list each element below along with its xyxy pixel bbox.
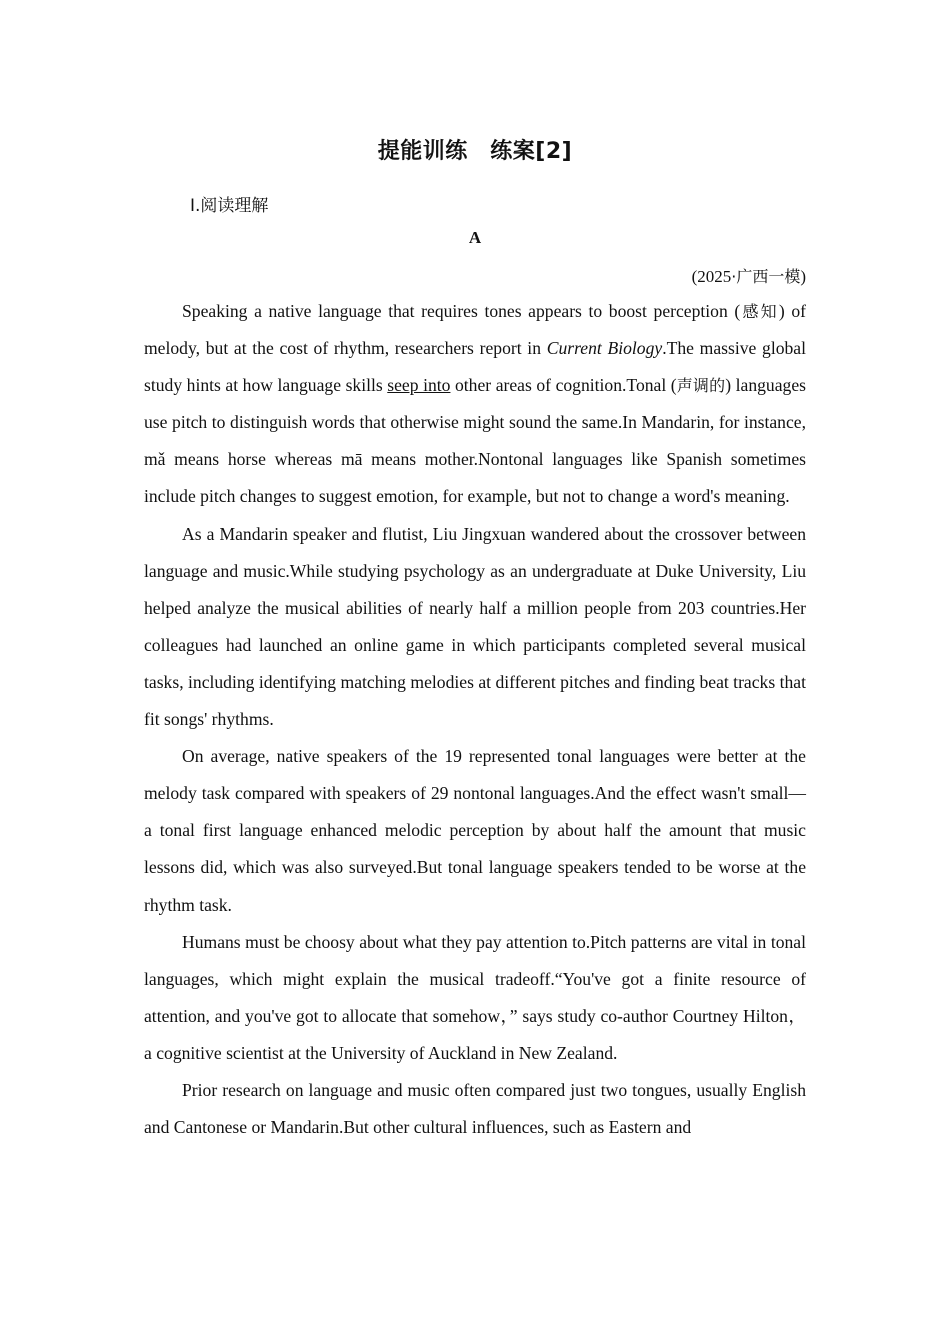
paragraph-3: On average, native speakers of the 19 represented tonal languages were better at the melody task compared with speakers of 29 nontonal languages.And the effect wasn't small—a tonal first language enhanced melodic perception by about half the amount that music lessons did, which was also surveyed.But tonal language speakers tended to be worse at the rhythm task. (144, 746, 806, 915)
source-close: ) (800, 267, 806, 286)
p1-text-a: Speaking a native language that requires tones appears to boost perception ( (182, 301, 741, 321)
paragraph-1 (144, 293, 806, 516)
p1-text-d: other areas of cognition.Tonal ( (450, 375, 677, 396)
gloss-tonal: 声调的 (676, 376, 726, 396)
passage-label: A (468, 228, 482, 247)
underlined-phrase: seep into (387, 375, 451, 396)
paragraph-2: As a Mandarin speaker and flutist, Liu Jingxuan wandered about the crossover between language and music.While studying psychology as an undergraduate at Duke University, Liu helped analyze the musical abilities of nearly half a million people from 203 countries.Her colleagues had launched an online game in which participants completed several musical tasks, including identifying matching melodies at different pitches and finding beat tracks that fit songs' rhythms. (144, 523, 806, 730)
p1-text-b: ) of melody, but at the cost of rhythm, researchers report in (144, 301, 806, 359)
page-title: 提能训练 练案[2] (377, 139, 573, 164)
paragraph-4: Humans must be choosy about what they pay attention to.Pitch patterns are vital in tonal languages, which might explain the musical tradeoff.“You've got a finite resource of attention, and you've got to allocate that somehow，” says study co-author Courtney Hilton，a cognitive scientist at the University of Auckland in New Zealand. (144, 931, 806, 1063)
source-note (692, 264, 806, 287)
article-body (144, 293, 806, 1146)
section-heading: Ⅰ.阅读理解 (190, 196, 269, 216)
source-open: (2025 (691, 267, 732, 286)
p1-text-e: ) languages use pitch to distinguish words that otherwise might sound the same.In Mandarin, for instance, mǎ means horse whereas mā means mother.Nontonal languages like Spanish sometimes include pitch changes to suggest emotion, for example, but not to change a word's meaning. (144, 375, 806, 507)
paragraph-5: Prior research on language and music often compared just two tongues, usually English and Cantonese or Mandarin.But other cultural influences, such as Eastern and (144, 1079, 806, 1138)
gloss-perception: 感知 (740, 302, 779, 321)
source-name: ·广西一模 (731, 267, 801, 286)
p1-text-c: .The massive global study hints at how language skills (144, 338, 807, 396)
journal-name: Current Biology (546, 338, 663, 359)
